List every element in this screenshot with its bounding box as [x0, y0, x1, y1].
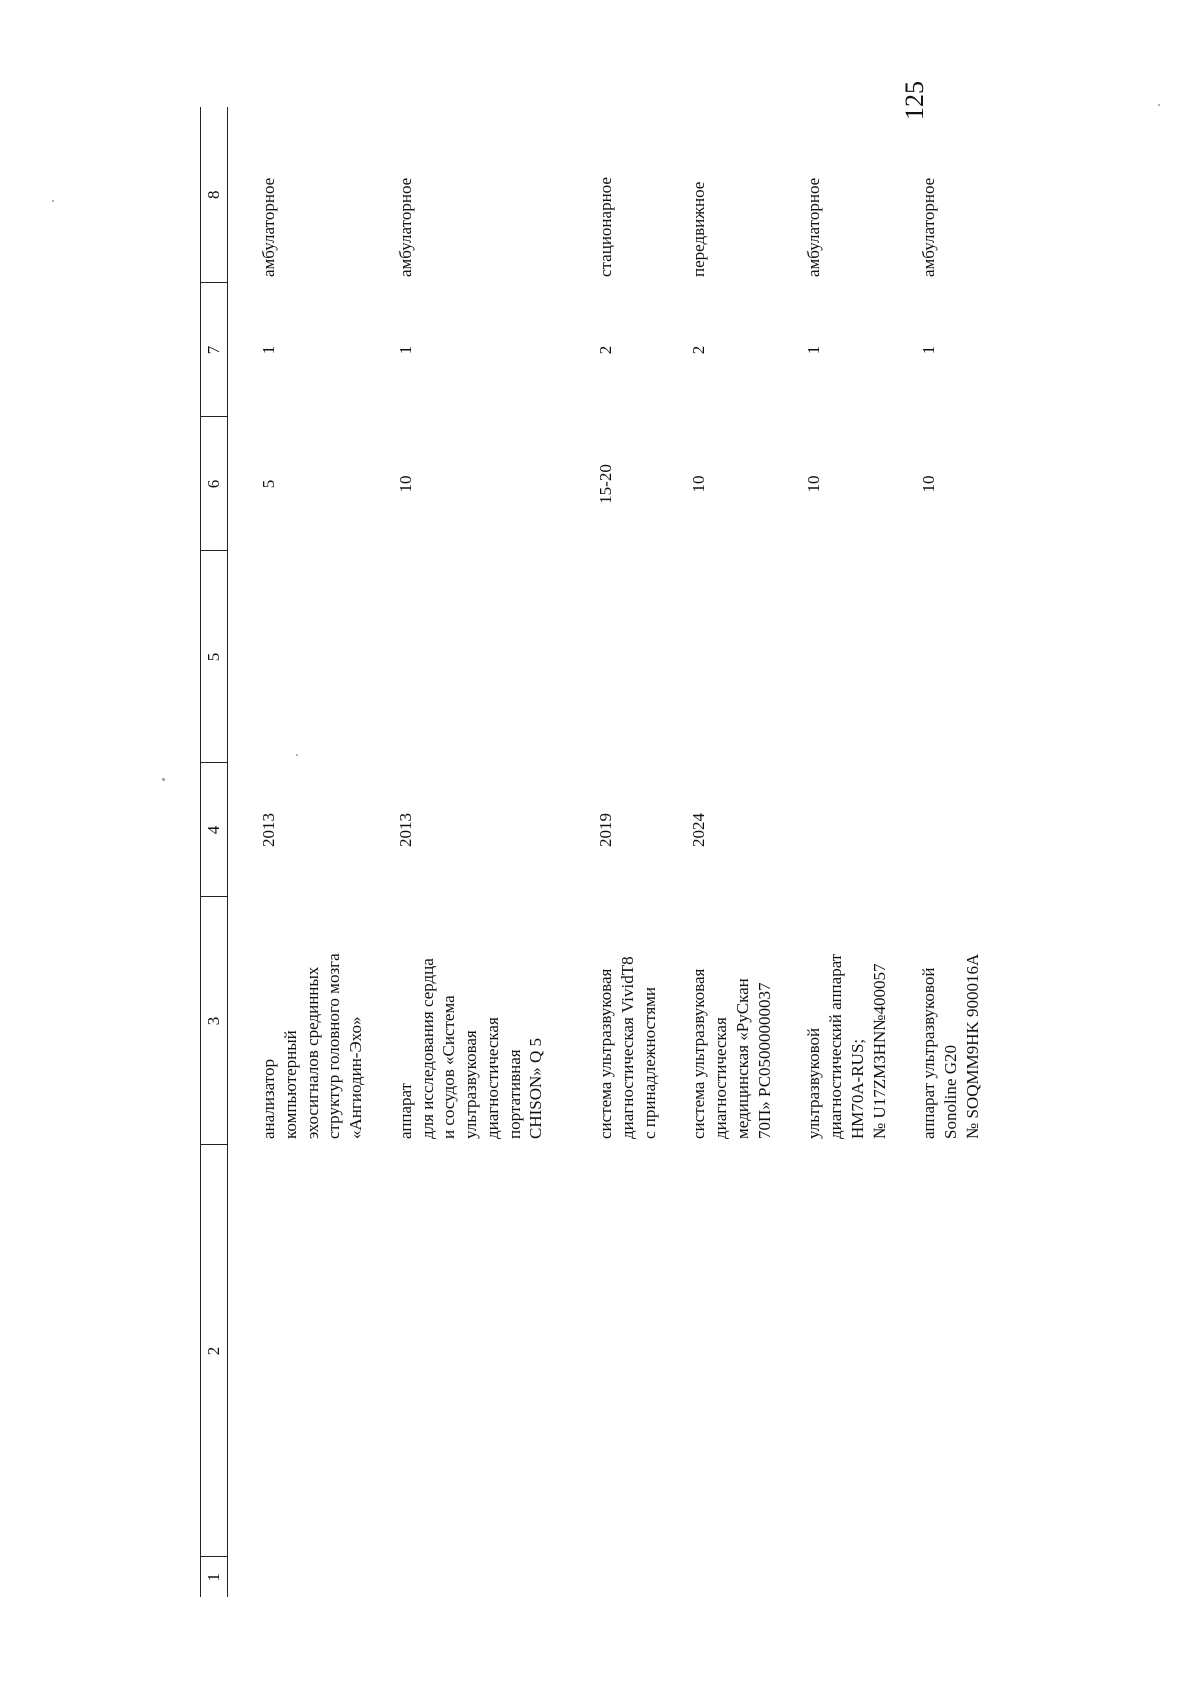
equipment-name-line: структур головного мозга [324, 953, 344, 1139]
equipment-name-cell [367, 897, 567, 1145]
equipment-name-line: диагностическая [482, 1017, 502, 1139]
lifetime-cell: 10 [689, 475, 709, 493]
cell-col1 [775, 1557, 890, 1597]
table-row [775, 107, 890, 1597]
column-header-5: 5 [201, 551, 228, 763]
type-cell: амбулаторное [395, 177, 415, 277]
scan-speck [52, 200, 54, 202]
col5-cell [228, 551, 367, 763]
table-header-row [201, 107, 228, 1597]
cell-col1 [567, 1557, 660, 1597]
equipment-name-line: № SOQMM9HK 900016A [962, 953, 982, 1139]
equipment-name-cell [775, 897, 890, 1145]
column-header-3: 3 [201, 897, 228, 1145]
year-cell: 2024 [689, 813, 709, 847]
column-header-2: 2 [201, 1145, 228, 1557]
scan-speck [296, 754, 298, 756]
cell-col1 [890, 1557, 983, 1597]
cell-col2 [890, 1145, 983, 1557]
equipment-name-cell [890, 897, 983, 1145]
col5-cell [775, 551, 890, 763]
column-header-4: 4 [201, 763, 228, 897]
equipment-name-line: CHISON» Q 5 [526, 1037, 546, 1139]
col5-cell [567, 551, 660, 763]
equipment-name-line: и сосудов «Система [439, 995, 459, 1139]
col5-cell [890, 551, 983, 763]
equipment-name-line: диагностический аппарат [826, 953, 845, 1139]
equipment-name-line: аппарат ультразвуковой [919, 967, 939, 1139]
year-cell: 2019 [596, 813, 615, 847]
equipment-name-line: диагностическая [711, 1017, 730, 1139]
equipment-name-line: аппарат [395, 1082, 415, 1139]
equipment-name-cell [228, 897, 367, 1145]
table-row [228, 107, 367, 1597]
type-cell: стационарное [596, 177, 615, 277]
equipment-name-line: система ультразвуковая [689, 968, 709, 1139]
lifetime-cell: 10 [919, 475, 939, 493]
quantity-cell: 1 [259, 345, 278, 355]
table-row [367, 107, 567, 1597]
equipment-name-line: система ультразвуковая [596, 968, 615, 1139]
column-header-1: 1 [201, 1557, 228, 1597]
lifetime-cell: 5 [259, 479, 278, 489]
type-cell: амбулаторное [919, 177, 939, 277]
lifetime-cell: 10 [395, 475, 415, 493]
quantity-cell: 1 [395, 345, 415, 355]
cell-col1 [367, 1557, 567, 1597]
cell-col1 [660, 1557, 775, 1597]
equipment-name-cell [660, 897, 775, 1145]
table-row [567, 107, 660, 1597]
year-cell [775, 763, 890, 897]
equipment-name-line: «Ангиодин-Эхо» [346, 1016, 365, 1139]
equipment-name-line: ультразвуковая [461, 1030, 480, 1139]
quantity-cell: 2 [689, 345, 709, 355]
table-row [890, 107, 983, 1597]
year-cell: 2013 [395, 813, 415, 847]
type-cell: амбулаторное [259, 177, 278, 277]
type-cell: передвижное [689, 181, 709, 277]
col5-cell [367, 551, 567, 763]
column-header-6: 6 [201, 417, 228, 551]
column-header-7: 7 [201, 283, 228, 417]
year-cell [890, 763, 983, 897]
equipment-name-line: 70П» РС05000000037 [754, 982, 774, 1139]
year-cell: 2013 [259, 813, 278, 847]
equipment-table [200, 107, 984, 1597]
scan-speck [1158, 104, 1160, 106]
equipment-name-line: ультразвуковой [804, 1027, 824, 1139]
scan-speck [162, 778, 165, 781]
equipment-name-line: анализатор [259, 1059, 278, 1139]
quantity-cell: 1 [919, 345, 939, 355]
equipment-name-line: портативная [504, 1049, 524, 1139]
quantity-cell: 1 [804, 345, 824, 355]
col5-cell [660, 551, 775, 763]
cell-col2 [228, 1145, 367, 1557]
table-row [660, 107, 775, 1597]
equipment-name-line: эхосигналов срединных [302, 966, 322, 1139]
type-cell: амбулаторное [804, 177, 824, 277]
column-header-8: 8 [201, 107, 228, 283]
equipment-name-line: HM70A-RUS; [847, 1038, 867, 1139]
cell-col2 [367, 1145, 567, 1557]
lifetime-cell: 10 [804, 475, 824, 493]
cell-col2 [660, 1145, 775, 1557]
cell-col2 [567, 1145, 660, 1557]
page-number: 125 [900, 81, 929, 120]
lifetime-cell: 15-20 [596, 464, 615, 504]
cell-col2 [775, 1145, 890, 1557]
equipment-name-line: компьютерный [280, 1030, 300, 1139]
equipment-name-cell [567, 897, 660, 1145]
rotated-page-content [200, 107, 995, 1597]
equipment-name-line: медицинская «РуСкан [732, 978, 752, 1139]
equipment-name-line: диагностическая VividT8 [617, 956, 637, 1139]
cell-col1 [228, 1557, 367, 1597]
quantity-cell: 2 [596, 345, 615, 355]
equipment-name-line: с принадлежностями [639, 986, 659, 1139]
equipment-name-line: Sonoline G20 [941, 1045, 960, 1139]
equipment-name-line: № U17ZM3HN№400057 [869, 963, 889, 1139]
equipment-name-line: для исследования сердца [417, 958, 437, 1139]
